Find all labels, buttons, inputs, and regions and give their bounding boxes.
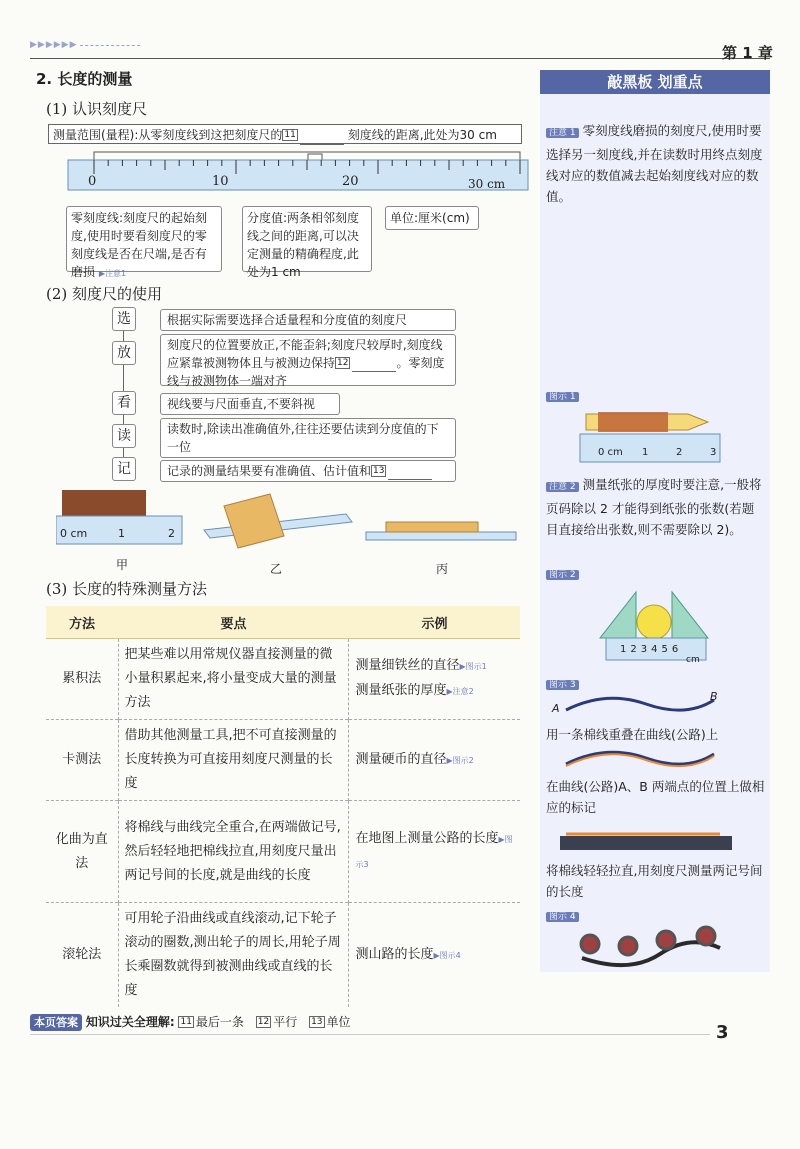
note-ref-tag: ▶注意2 (446, 687, 474, 696)
table-row (46, 801, 520, 903)
fig-3-label-wrap (546, 676, 579, 691)
blank-number: 12 (337, 358, 349, 368)
ruler-tick-20: 20 (342, 174, 359, 189)
range-text-a: 测量范围(量程):从零刻度线到这把刻度尺的 (53, 128, 283, 142)
answer-number: 13 (311, 1017, 323, 1027)
answer-blank (352, 357, 396, 372)
ruler-tick-0: 0 (88, 174, 97, 189)
fig-a-label: 甲 (116, 558, 129, 572)
answer-lead: 知识过关全理解: (85, 1015, 175, 1029)
fig-a-tick-2: 2 (168, 527, 175, 540)
fig-a-tick-1: 1 (118, 527, 125, 540)
fig-4-label-wrap (546, 908, 579, 923)
example-cell (349, 903, 520, 1008)
table-row (46, 903, 520, 1008)
fig-ref-tag: ▶图示1 (459, 662, 487, 671)
fig-3-step-2: 在曲线(公路)A、B 两端点的位置上做相应的标记 (546, 779, 765, 815)
step-record-text-a: 记录的测量结果要有准确值、估计值和 (167, 464, 372, 478)
header-rule (30, 58, 770, 59)
example-text: 测量纸张的厚度 (355, 683, 447, 698)
table-row (46, 720, 520, 801)
answer-tag: 本页答案 (30, 1014, 82, 1031)
subsection-2-title: (2) 刻度尺的使用 (46, 285, 163, 303)
fig-1-tick-0: 0 cm (598, 447, 623, 458)
ruler-use-illustrations (56, 486, 526, 556)
fig-a-tick-0: 0 cm (60, 527, 88, 540)
header-decoration: ▶▶▶▶▶▶ (30, 40, 78, 50)
fig-ref-tag: ▶图示3 (355, 834, 513, 869)
subsection-3-title: (3) 长度的特殊测量方法 (46, 580, 208, 598)
fig-3-curve-with-thread (556, 744, 726, 774)
step-read-text: 读数时,除读出准确值外,往往还要估读到分度值的下一位 (160, 418, 456, 458)
sidebar-note-2 (546, 474, 766, 540)
answer-number: 12 (257, 1017, 270, 1027)
page-number: 3 (716, 1022, 729, 1043)
section-title: 2. 长度的测量 (36, 70, 133, 88)
key-cell: 借助其他测量工具,把不可直接测量的长度转换为可直接用刻度尺测量的长度 (118, 720, 349, 801)
method-cell: 化曲为直法 (46, 801, 118, 903)
answer-text: 最后一条 (195, 1015, 244, 1029)
fig-4-wheel-path (570, 924, 730, 974)
zero-line-text: 零刻度线:刻度尺的起始刻度,使用时要看刻度尺的零刻度线是否在尺端,是否有磨损 (71, 211, 208, 279)
note-2-text: 测量纸张的厚度时要注意,一般将页码除以 2 才能得到纸张的张数(若题目直接给出张数,则不需要除以 2)。 (546, 477, 762, 537)
method-cell: 卡测法 (46, 720, 118, 801)
header-dashed-line (80, 45, 140, 46)
fig-1-tick-2: 2 (676, 447, 683, 458)
step-record-text (160, 460, 456, 482)
subsection-1-title: (1) 认识刻度尺 (46, 100, 148, 118)
example-cell (349, 720, 520, 801)
method-cell: 累积法 (46, 639, 118, 720)
table-header (46, 606, 520, 639)
fig-1-tick-1: 1 (642, 447, 649, 458)
key-cell: 可用轮子沿曲线或直线滚动,记下轮子滚动的圈数,测出轮子的周长,用轮子周长乘圈数就得到被测曲线或直线的长度 (118, 903, 349, 1008)
fig-1-label-wrap (546, 388, 579, 403)
chapter-label: 第 1 章 (722, 44, 773, 62)
fig-c-label: 丙 (436, 562, 449, 576)
range-definition (48, 124, 522, 144)
col-key: 要点 (118, 606, 349, 639)
table-row (46, 639, 520, 720)
division-value-note: 分度值:两条相邻刻度线之间的距离,可以决定测量的精确程度,此处为1 cm (242, 206, 372, 272)
method-cell: 滚轮法 (46, 903, 118, 1008)
note-ref-tag: ▶注意1 (98, 269, 127, 278)
note-2-label: 注意 2 (546, 482, 579, 492)
fig-3-straight-measure (560, 822, 736, 852)
point-a-label: A (552, 702, 560, 715)
answer-footer (30, 1013, 720, 1030)
methods-table (46, 606, 520, 1007)
sidebar-title: 敲黑板 划重点 (540, 70, 770, 94)
example-text: 测山路的长度 (355, 946, 434, 962)
note-1-text: 零刻度线磨损的刻度尺,使用时要选择另一刻度线,并在读数时用终点刻度线对应的数值减去起始刻度线对应的数值。 (546, 123, 763, 204)
note-1-label: 注意 1 (546, 128, 579, 138)
fig-1-wire-ruler (578, 404, 728, 468)
fig-3-step-3: 将棉线轻轻拉直,用刻度尺测量两记号间的长度 (546, 863, 763, 899)
step-place: 放 (112, 341, 136, 365)
footer-rule (30, 1034, 710, 1035)
answer-number: 11 (180, 1017, 192, 1027)
step-look: 看 (112, 391, 136, 415)
answer-blank (388, 465, 432, 480)
fig-4-label: 图示 4 (546, 912, 579, 922)
sidebar-note-1 (546, 120, 766, 207)
answer-blank (300, 130, 344, 145)
range-text-b: 刻度线的距离,此处为30 cm (347, 128, 497, 142)
fig-3-label: 图示 3 (546, 680, 579, 690)
fig-2-ticks: 123456 (620, 644, 683, 655)
example-cell (349, 639, 520, 720)
blank-number: 11 (284, 130, 296, 140)
col-example: 示例 (349, 606, 520, 639)
col-method: 方法 (46, 606, 118, 639)
example-text: 在地图上测量公路的长度 (355, 830, 499, 846)
blank-number: 13 (373, 466, 385, 476)
step-select-text: 根据实际需要选择合适量程和分度值的刻度尺 (160, 309, 456, 331)
fig-3-curve (556, 690, 726, 720)
step-read: 读 (112, 424, 136, 448)
fig-2-label: 图示 2 (546, 570, 579, 580)
fig-2-unit: cm (686, 655, 700, 665)
fig-1-label: 图示 1 (546, 392, 579, 402)
fig-1-tick-3: 3 (710, 447, 717, 458)
answer-text: 平行 (273, 1015, 298, 1029)
point-b-label: B (710, 690, 718, 703)
ruler-diagram (60, 144, 530, 212)
step-place-text (160, 334, 456, 386)
fig-2-label-wrap (546, 566, 579, 581)
answer-text: 单位 (326, 1015, 351, 1029)
fig-b-label: 乙 (270, 562, 283, 576)
example-cell (349, 801, 520, 903)
step-look-text: 视线要与尺面垂直,不要斜视 (160, 393, 340, 415)
fig-ref-tag: ▶图示2 (446, 755, 474, 765)
zero-line-note (66, 206, 222, 279)
key-cell: 将棉线与曲线完全重合,在两端做记号,然后轻轻地把棉线拉直,用刻度尺量出两记号间的长度,就是曲线的长度 (118, 801, 349, 903)
step-record: 记 (112, 457, 136, 481)
fig-3-step-1: 用一条棉线重叠在曲线(公路)上 (546, 727, 719, 742)
step-place-text-a: 刻度尺的位置要放正,不能歪斜;刻度尺较厚时,刻度线应紧靠被测物体且与被测边保持 (167, 338, 443, 370)
key-cell: 把某些难以用常规仪器直接测量的微小量积累起来,将小量变成大量的测量方法 (118, 639, 349, 720)
fig-ref-tag: ▶图示4 (433, 950, 461, 960)
example-text: 测量细铁丝的直径 (355, 658, 460, 673)
ruler-tick-10: 10 (212, 174, 229, 189)
step-place-text-b: 。零刻度线与被测物体一端对齐 (167, 356, 445, 388)
example-text: 测量硬币的直径 (355, 751, 447, 767)
step-select: 选 (112, 307, 136, 331)
ruler-tick-30: 30 cm (468, 177, 506, 191)
unit-note: 单位:厘米(cm) (385, 206, 479, 230)
